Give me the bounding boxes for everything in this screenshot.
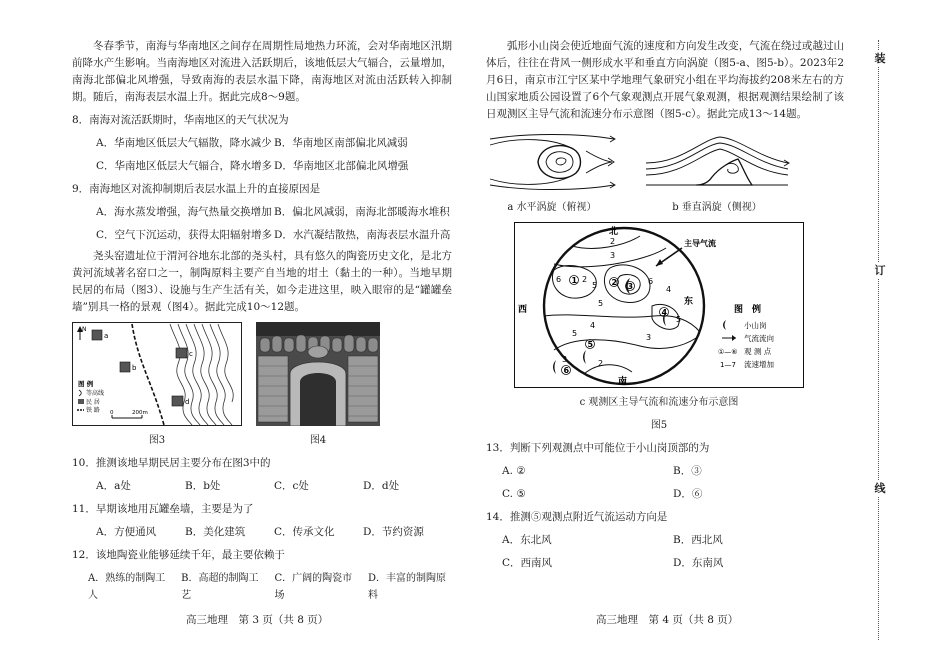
figures-3-4 xyxy=(72,322,452,449)
q14-option-b[interactable]: B．西北风 xyxy=(673,534,723,546)
svg-text:4: 4 xyxy=(666,285,672,294)
q11-option-c[interactable]: C．传承文化 xyxy=(274,526,335,538)
figure-5a xyxy=(486,131,618,216)
q14-option-a[interactable]: A．东北风 xyxy=(502,534,552,546)
q12-option-c[interactable]: C．广阔的陶瓷市场 xyxy=(274,573,353,601)
q10-option-a[interactable]: A．a处 xyxy=(96,480,131,492)
q13-option-a[interactable]: A. ② xyxy=(502,465,526,477)
q12-option-b[interactable]: B．高超的制陶工艺 xyxy=(181,573,259,601)
question-11-stem: 11．早期该地用瓦罐垒墙，主要是为了 xyxy=(72,503,254,515)
svg-text:4: 4 xyxy=(661,308,668,317)
question-8-options xyxy=(96,135,452,175)
q9-option-d[interactable]: D．水汽凝结散热，南海表层水温升高 xyxy=(274,229,451,241)
q12-option-a[interactable]: A．熟练的制陶工人 xyxy=(88,573,166,601)
svg-text:5: 5 xyxy=(676,315,682,324)
svg-text:3: 3 xyxy=(610,251,616,260)
question-14-stem: 14．推测⑤观测点附近气流运动方向是 xyxy=(486,511,668,523)
q13-option-b[interactable]: B．③ xyxy=(673,465,702,477)
fig3-label-b: b xyxy=(132,364,137,372)
left-page-footer: 高三地理 第 3 页（共 8 页） xyxy=(186,614,329,626)
q9-option-c[interactable]: C．空气下沉运动，获得太阳辐射增多 xyxy=(96,229,273,241)
svg-text:5: 5 xyxy=(598,299,604,308)
fig3-scale-200: 200m xyxy=(132,410,148,416)
q10-option-c[interactable]: C．c处 xyxy=(274,480,309,492)
svg-text:2: 2 xyxy=(582,275,588,284)
question-12-options xyxy=(88,570,452,604)
q8-option-d[interactable]: D．华南地区北部偏北风增强 xyxy=(274,160,409,172)
figure-4-photo xyxy=(256,322,380,426)
fig3-north: N xyxy=(82,326,87,333)
figure-4 xyxy=(256,322,380,449)
svg-text:2: 2 xyxy=(611,278,618,287)
fig3-legend-title: 图 例 xyxy=(78,380,94,388)
figure-5c-diagram xyxy=(514,222,804,388)
question-13-stem: 13．判断下列观测点中可能位于小山岗顶部的为 xyxy=(486,442,710,454)
svg-text:5: 5 xyxy=(592,281,598,290)
figure-5c-caption: c 观测区主导气流和流速分布示意图 xyxy=(579,397,739,408)
fig5c-east: 东 xyxy=(684,297,694,307)
figure-3 xyxy=(72,322,242,449)
question-9-options xyxy=(96,204,452,244)
svg-text:4: 4 xyxy=(590,321,596,330)
q8-option-b[interactable]: B．华南地区南部偏北风减弱 xyxy=(274,137,408,149)
binding-dotted-line xyxy=(878,40,879,640)
figure-5c xyxy=(514,222,844,434)
svg-text:2: 2 xyxy=(598,359,604,368)
figure-4-caption: 图4 xyxy=(309,435,327,446)
q14-option-d[interactable]: D．东南风 xyxy=(673,557,724,569)
fig3-label-c: c xyxy=(189,350,193,358)
question-10-options xyxy=(96,478,452,495)
q11-option-a[interactable]: A．方便通风 xyxy=(96,526,157,538)
fig5c-legend-flow: 气流流向 xyxy=(744,334,774,343)
q9-option-a[interactable]: A．海水蒸发增强，海气热量交换增加 xyxy=(96,206,272,218)
fig5c-legend-hill: 小山岗 xyxy=(744,321,767,330)
passage-10-12: 尧头窑遗址位于渭河谷地东北部的尧头村，具有悠久的陶瓷历史文化，是北方黄河流域著名窑口之一，制陶原料主要产自当地的坩土（黏土的一种）。当地早期民居的布局（图3）、设施与生产生活有关，如今走进这里，映入眼帘的是“罐罐垒墙”别具一格的景观（图4）。据此完成10～12题。 xyxy=(72,250,452,313)
figure-5a-diagram xyxy=(486,131,618,193)
svg-text:3: 3 xyxy=(562,355,568,364)
binding-char-xian: 线 xyxy=(870,480,890,496)
right-page-footer: 高三地理 第 4 页（共 8 页） xyxy=(596,614,739,626)
q11-option-b[interactable]: B．美化建筑 xyxy=(185,526,246,538)
passage-8-9: 冬春季节，南海与华南地区之间存在周期性局地热力环流，会对华南地区汛期前降水产生影响。当南海地区对流进入活跃期后，该地低层大气辐合，云量增加，南海北部偏北风增强，导致南海的表层水温下降，南海地区对流由活跃转入抑制期。随后，南海表层水温上升。据此完成8～9题。 xyxy=(72,40,452,103)
q10-option-b[interactable]: B．b处 xyxy=(185,480,221,492)
q13-option-c[interactable]: C. ⑤ xyxy=(502,488,526,500)
q11-option-d[interactable]: D．节约资源 xyxy=(363,526,424,538)
svg-text:3: 3 xyxy=(646,333,652,342)
q9-option-b[interactable]: B．偏北风减弱，南海北部暖海水堆积 xyxy=(274,206,450,218)
figure-3-caption: 图3 xyxy=(148,435,166,446)
q10-option-d[interactable]: D．d处 xyxy=(363,480,400,492)
fig3-legend-home: 民 居 xyxy=(86,399,100,406)
svg-text:2: 2 xyxy=(610,237,616,246)
q8-option-a[interactable]: A．华南地区低层大气辐散，降水减少 xyxy=(96,137,272,149)
fig5c-legend-points-b: 观 测 点 xyxy=(744,347,772,356)
svg-text:6: 6 xyxy=(563,366,570,375)
question-12-stem: 12．该地陶瓷业能够延续千年，最主要依赖于 xyxy=(72,549,285,561)
left-column xyxy=(72,38,452,604)
fig5c-wind-label: 主导气流 xyxy=(684,239,716,248)
q12-option-d[interactable]: D．丰富的制陶原料 xyxy=(368,573,447,601)
question-10-stem: 10．推测该地早期民居主要分布在图3中的 xyxy=(72,457,271,469)
svg-text:5: 5 xyxy=(572,329,578,338)
fig5c-south: 南 xyxy=(618,377,628,387)
fig3-label-a: a xyxy=(104,332,109,340)
fig3-legend-contour: 等高线 xyxy=(86,390,105,397)
question-9-stem: 9．南海地区对流抑制期后表层水温上升的直接原因是 xyxy=(72,183,321,195)
fig3-scale-0: 0 xyxy=(110,410,114,416)
fig5c-legend-speed-a: 1—7 xyxy=(720,361,736,369)
figure-3-map xyxy=(72,322,242,426)
svg-text:1: 1 xyxy=(571,276,578,285)
figure-5b xyxy=(642,131,792,216)
question-11-options xyxy=(96,524,452,541)
binding-char-zhuang: 装 xyxy=(870,50,890,66)
fig5c-west: 西 xyxy=(518,305,528,315)
q8-option-c[interactable]: C．华南地区低层大气辐合，降水增多 xyxy=(96,160,273,172)
svg-text:3: 3 xyxy=(627,282,634,291)
passage-13-14: 弧形小山岗会使近地面气流的速度和方向发生改变，气流在绕过或越过山体后，往往在背风一侧形成水平和垂直方向涡旋（图5-a、图5-b）。2023年2月6日，南京市江宁区某中学地理气象研究小组在平均海拔约208米左右的方山国家地质公园设置了6个气象观测点开展气象观测，根据观测结果绘制了该日观测区主导气流和流速分布示意图（图5-c）。据此完成13～14题。 xyxy=(486,40,844,120)
fig3-legend-rail: 铁 路 xyxy=(86,407,100,414)
svg-text:5: 5 xyxy=(587,340,594,349)
fig5c-legend-title: 图 例 xyxy=(734,305,762,315)
binding-char-ding: 订 xyxy=(870,262,890,278)
right-column xyxy=(486,38,844,572)
figure-5b-caption: b 垂直涡旋（侧视） xyxy=(672,202,762,213)
fig5c-legend-speed-b: 流速增加 xyxy=(744,360,774,369)
fig5c-legend-points-a: ①—⑥ xyxy=(718,348,738,356)
figure-5-ab xyxy=(486,131,844,216)
fig3-label-d: d xyxy=(185,398,190,406)
figure-5b-diagram xyxy=(642,131,792,193)
svg-text:6: 6 xyxy=(556,275,562,284)
figure-5a-caption: a 水平涡旋（俯视） xyxy=(507,202,597,213)
fig5c-north: 北 xyxy=(609,227,619,237)
question-13-options xyxy=(502,463,844,503)
binding-margin xyxy=(866,40,894,640)
figure-5-caption: 图5 xyxy=(650,420,668,431)
q14-option-c[interactable]: C．西南风 xyxy=(502,557,553,569)
question-14-options xyxy=(502,532,844,572)
q13-option-d[interactable]: D．⑥ xyxy=(673,488,703,500)
question-8-stem: 8．南海对流活跃期时，华南地区的天气状况为 xyxy=(72,114,289,126)
svg-text:6: 6 xyxy=(648,277,654,286)
